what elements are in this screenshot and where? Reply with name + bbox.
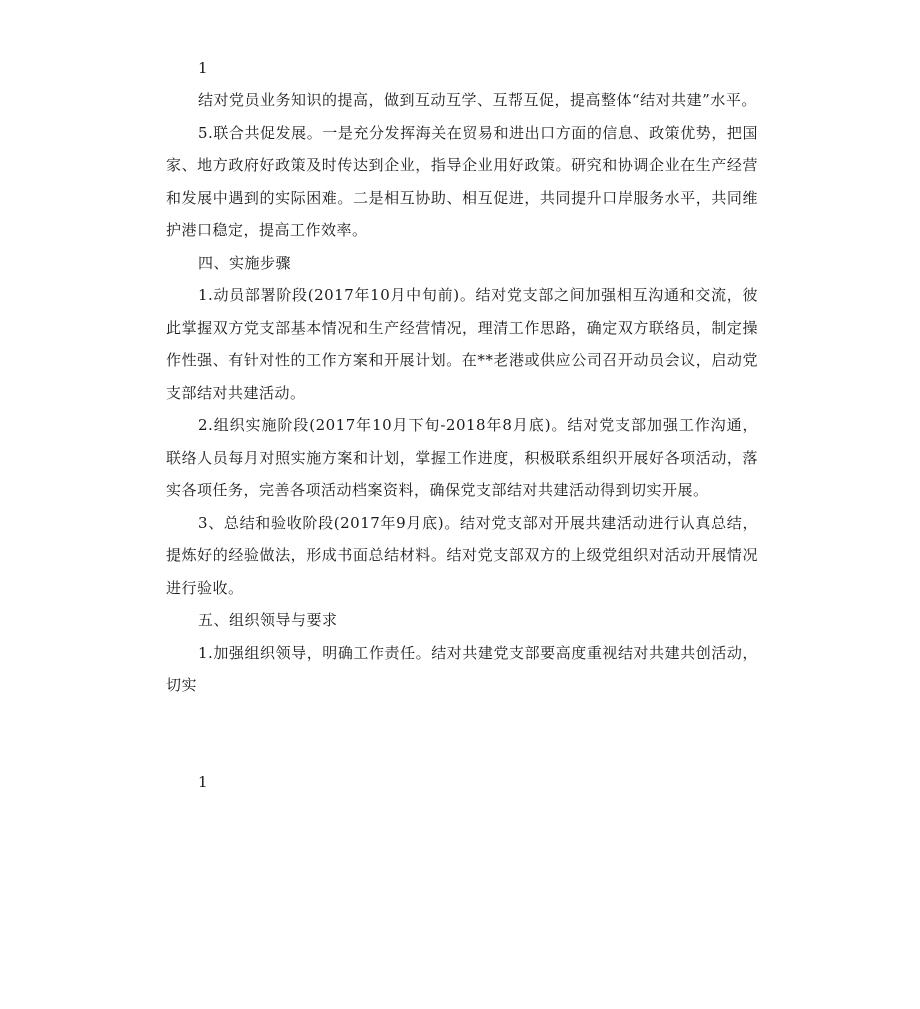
- paragraph-joint-development: 5.联合共促发展。一是充分发挥海关在贸易和进出口方面的信息、政策优势，把国家、地方政府好政策及时传达到企业，指导企业用好政策。研究和协调企业在生产经营和发展中遇到的实际困难。二是相互协助、相互促进，共同提升口岸服务水平，共同维护港口稳定，提高工作效率。: [166, 123, 758, 239]
- paragraph-summary-stage: 3、总结和验收阶段(2017年9月底)。结对党支部对开展共建活动进行认真总结，提炼好的经验做法，形成书面总结材料。结对党支部双方的上级党组织对活动开展情况进行验收。: [166, 513, 758, 597]
- paragraph-strengthen-leadership: 1.加强组织领导，明确工作责任。结对共建党支部要高度重视结对共建共创活动，切实: [166, 643, 758, 694]
- paragraph-mobilization-stage: 1.动员部署阶段(2017年10月中旬前)。结对党支部之间加强相互沟通和交流，彼此掌握双方党支部基本情况和生产经营情况，理清工作思路，确定双方联络员，制定操作性强、有针对性的工作方案和开展计划。在**老港或供应公司召开动员会议，启动党支部结对共建活动。: [166, 286, 758, 402]
- paragraph-continuation: 结对党员业务知识的提高，做到互动互学、互帮互促，提高整体“结对共建”水平。: [198, 91, 757, 109]
- page-number-bottom: 1: [198, 773, 208, 791]
- section-heading-implementation-steps: 四、实施步骤: [198, 253, 292, 272]
- page-number-top: 1: [198, 59, 208, 77]
- document-body: [166, 84, 758, 702]
- paragraph-implementation-stage: 2.组织实施阶段(2017年10月下旬-2018年8月底)。结对党支部加强工作沟通，联络人员每月对照实施方案和计划，掌握工作进度，积极联系组织开展好各项活动，落实各项任务，完善各项活动档案资料，确保党支部结对共建活动得到切实开展。: [166, 416, 758, 499]
- section-heading-leadership: 五、组织领导与要求: [198, 611, 338, 629]
